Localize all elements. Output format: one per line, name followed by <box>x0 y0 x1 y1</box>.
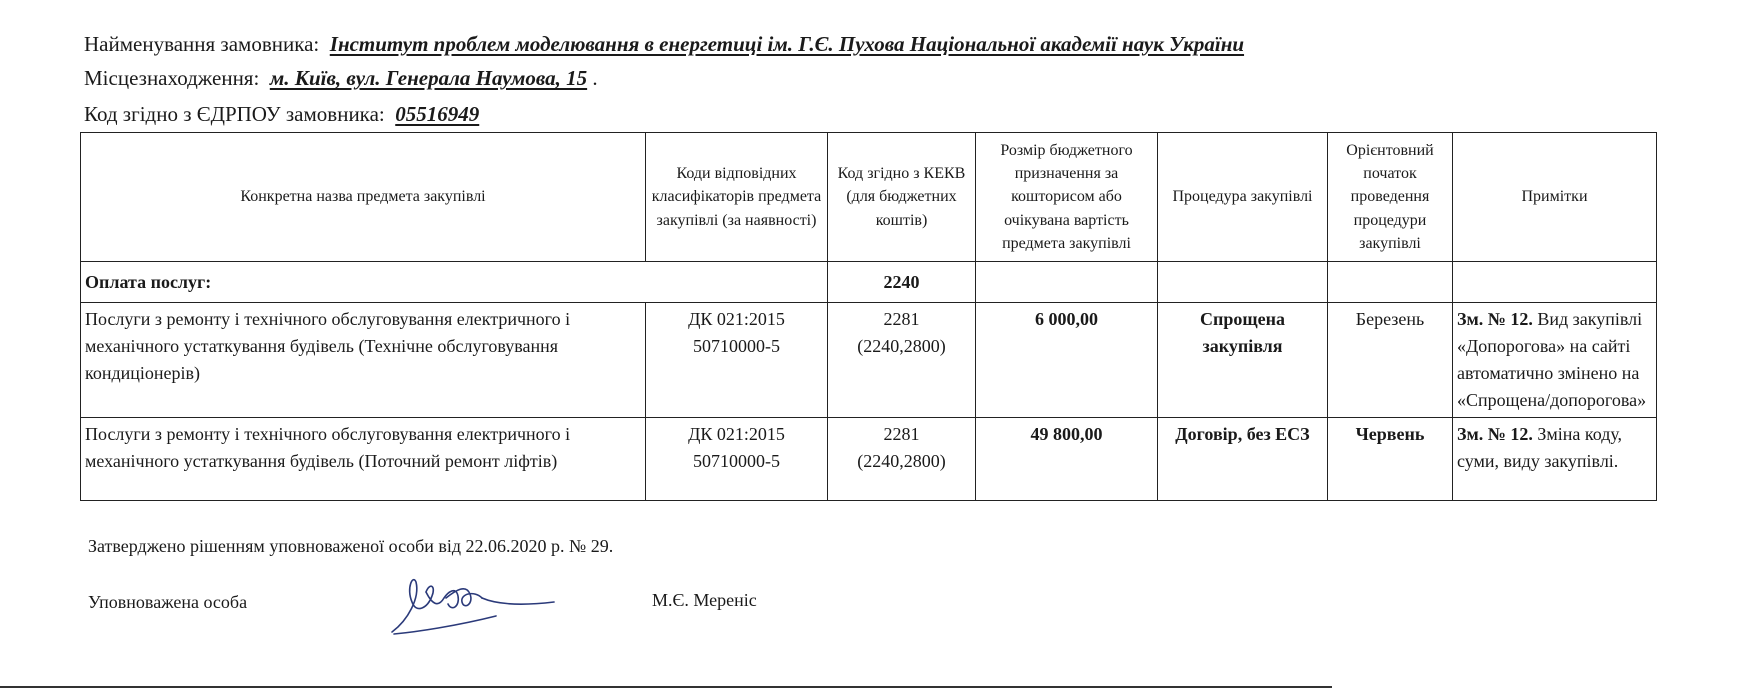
customer-name: Інститут проблем моделювання в енергетиці ім. Г.Є. Пухова Національної академії наук України <box>329 32 1245 56</box>
group-kekv: 2240 <box>828 262 976 303</box>
item-procedure: Спрощена закупівля <box>1158 303 1328 418</box>
col-header-notes: Примітки <box>1453 133 1657 262</box>
authorized-person-name: М.Є. Мереніс <box>652 590 757 610</box>
col-header-name: Конкретна назва предмета закупівлі <box>81 133 646 262</box>
group-label: Оплата послуг: <box>81 262 828 303</box>
note-text: Вид закупівлі «Допорогова» на сайті автоматично змінено на «Спрощена/допорогова» <box>1457 309 1647 410</box>
item-name: Послуги з ремонту і технічного обслуговування електричного і механічного устаткування будівель (Поточний ремонт ліфтів) <box>81 418 646 501</box>
procurement-plan-table <box>80 132 1657 501</box>
signature-image <box>386 568 562 640</box>
item-name: Послуги з ремонту і технічного обслуговування електричного і механічного устаткування будівель (Технічне обслуговування кондиціонерів) <box>81 303 646 418</box>
table-row <box>81 303 1657 418</box>
item-start: Березень <box>1328 303 1453 418</box>
authorized-person-label: Уповноважена особа <box>88 592 248 612</box>
table-header-row <box>81 133 1657 262</box>
col-header-start: Орієнтовний початок проведення процедури закупівлі <box>1328 133 1453 262</box>
bottom-rule <box>0 686 1332 688</box>
col-header-amount: Розмір бюджетного призначення за кошторисом або очікувана вартість предмета закупівлі <box>976 133 1158 262</box>
item-note <box>1453 418 1657 501</box>
group-row <box>81 262 1657 303</box>
note-change-number: Зм. № 12. <box>1457 424 1533 444</box>
edrpou-code: 05516949 <box>395 102 480 126</box>
item-procedure: Договір, без ЕСЗ <box>1158 418 1328 501</box>
customer-name-line <box>84 32 1244 57</box>
item-amount: 6 000,00 <box>976 303 1158 418</box>
approval-statement: Затверджено рішенням уповноваженої особи від 22.06.2020 р. № 29. <box>88 536 614 556</box>
item-classifier: ДК 021:2015 50710000-5 <box>646 303 828 418</box>
item-note <box>1453 303 1657 418</box>
col-header-kekv: Код згідно з КЕКВ (для бюджетних коштів) <box>828 133 976 262</box>
item-start: Червень <box>1328 418 1453 501</box>
item-classifier: ДК 021:2015 50710000-5 <box>646 418 828 501</box>
location-label: Місцезнаходження: <box>84 66 260 90</box>
edrpou-line <box>84 102 479 127</box>
customer-name-label: Найменування замовника: <box>84 32 320 56</box>
location-trailing: . <box>592 66 598 90</box>
location-line <box>84 66 598 91</box>
col-header-procedure: Процедура закупівлі <box>1158 133 1328 262</box>
item-kekv: 2281 (2240,2800) <box>828 418 976 501</box>
edrpou-label: Код згідно з ЄДРПОУ замовника: <box>84 102 385 126</box>
note-change-number: Зм. № 12. <box>1457 309 1533 329</box>
item-kekv: 2281 (2240,2800) <box>828 303 976 418</box>
col-header-classifier: Коди відповідних класифікаторів предмета закупівлі (за наявності) <box>646 133 828 262</box>
note-text: Зміна коду, суми, виду закупівлі. <box>1457 424 1623 471</box>
location: м. Київ, вул. Генерала Наумова, 15 <box>269 66 588 90</box>
item-amount: 49 800,00 <box>976 418 1158 501</box>
table-row <box>81 418 1657 501</box>
